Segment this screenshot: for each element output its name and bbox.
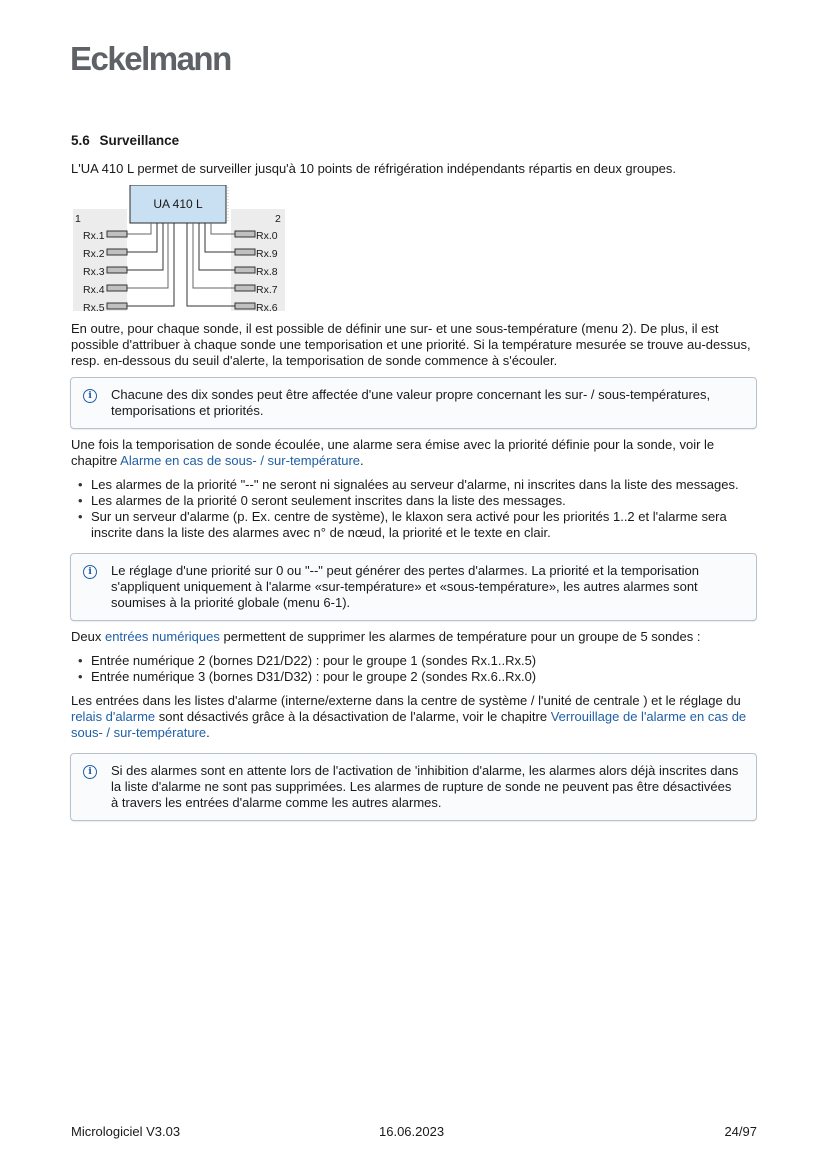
paragraph-text: Les entrées dans les listes d'alarme (interne/externe dans la centre de système / l'unité de centrale ) et le réglage du (71, 693, 741, 708)
footer-date: 16.06.2023 (379, 1124, 445, 1139)
list-item: • Les alarmes de la priorité "--" ne seront ni signalées au serveur d'alarme, ni inscrites dans la liste des messages. (91, 477, 757, 493)
paragraph-text: Deux (71, 629, 105, 644)
sensor-label: Rx.2 (83, 248, 105, 260)
note-text: Si des alarmes sont en attente lors de l'activation de 'inhibition d'alarme, les alarmes alors déjà inscrites dans la liste d'alarme ne sont pas supprimées. Les alarmes de rupture de sonde ne peuvent pas être désactivées à travers les entrées d'alarme comme les autres alarmes. (111, 763, 739, 810)
sensor-label: Rx.5 (83, 302, 105, 314)
list-item: • Entrée numérique 2 (bornes D21/D22) : pour le groupe 1 (sondes Rx.1..Rx.5) (91, 653, 757, 669)
sensor-label: Rx.4 (83, 284, 105, 296)
paragraph-text: sont désactivés grâce à la désactivation de l'alarme, voir le chapitre (155, 709, 551, 724)
paragraph-text: . (206, 725, 210, 740)
paragraph-alarm (71, 437, 757, 469)
info-note (70, 553, 757, 621)
note-text: Chacune des dix sondes peut être affectée d'une valeur propre concernant les sur- / sous-températures, temporisations et priorités. (111, 387, 711, 418)
list-item: • Sur un serveur d'alarme (p. Ex. centre de système), le klaxon sera activé pour les priorités 1..2 et l'alarme sera inscrite dans la liste des alarmes avec n° de nœud, la priorité et le texte en clair. (91, 509, 757, 541)
section-number: 5.6 (71, 133, 90, 148)
info-note (70, 753, 757, 821)
intro-paragraph: L'UA 410 L permet de surveiller jusqu'à 10 points de réfrigération indépendants répartis en deux groupes. (71, 161, 677, 176)
sensor-label: Rx.0 (256, 230, 278, 242)
paragraph-text: . (360, 453, 364, 468)
sensor-label: Rx.6 (256, 302, 278, 314)
paragraph-text: Une fois la temporisation de sonde écoulée, une alarme sera émise avec la priorité définie pour la sonde, voir le chapitre (71, 437, 715, 468)
sensor-label: Rx.8 (256, 266, 278, 278)
link-alarm-relay[interactable]: relais d'alarme (71, 709, 156, 724)
link-alarm-lock-chapter[interactable]: Verrouillage de l'alarme en cas de sous- / sur-température (71, 709, 747, 740)
sensor-label: Rx.3 (83, 266, 105, 278)
priority-list (71, 477, 757, 541)
sensor-label: Rx.1 (83, 230, 105, 242)
info-note (70, 377, 757, 429)
link-alarm-chapter[interactable]: Alarme en cas de sous- / sur-température (120, 453, 361, 468)
group-2-label: 2 (275, 213, 281, 225)
info-icon: i (83, 389, 97, 403)
paragraph-digital-inputs (71, 629, 757, 645)
sensor-label: Rx.9 (256, 248, 278, 260)
sensor-label: Rx.7 (256, 284, 278, 296)
info-icon: i (83, 565, 97, 579)
list-item: • Les alarmes de la priorité 0 seront seulement inscrites dans la liste des messages. (91, 493, 757, 509)
footer-page-number: 24/97 (724, 1124, 757, 1139)
group-1-label: 1 (75, 213, 81, 225)
paragraph-deactivation (71, 693, 757, 741)
note-text: Le réglage d'une priorité sur 0 ou "--" peut générer des pertes d'alarmes. La priorité et la temporisation s'appliquent uniquement à l'alarme «sur-température» et «sous-température», les autres alarmes sont soumises à la priorité globale (menu 6-1). (111, 563, 699, 610)
controller-label: UA 410 L (153, 197, 203, 211)
inputs-list (71, 653, 757, 685)
eckelmann-logo: Eckelmann (70, 40, 231, 77)
section-heading (71, 133, 757, 149)
link-digital-inputs[interactable]: entrées numériques (104, 629, 220, 644)
paragraph-thresholds: En outre, pour chaque sonde, il est possible de définir une sur- et une sous-température (menu 2). De plus, il est possible d'attribuer à chaque sonde une temporisation et une priorité. Si la température mesurée se trouve au-dessus, resp. en-dessous du seuil d'alerte, la temporisation de sonde commence à s'écouler. (71, 321, 751, 368)
paragraph-text: permettent de supprimer les alarmes de température pour un groupe de 5 sondes : (219, 629, 701, 644)
list-item: • Entrée numérique 3 (bornes D31/D32) : pour le groupe 2 (sondes Rx.6..Rx.0) (91, 669, 757, 685)
footer-firmware-version: Micrologiciel V3.03 (71, 1124, 181, 1139)
page-content (71, 133, 757, 829)
sensor-wiring-diagram (73, 185, 285, 314)
info-icon: i (83, 765, 97, 779)
section-title: Surveillance (99, 133, 180, 148)
